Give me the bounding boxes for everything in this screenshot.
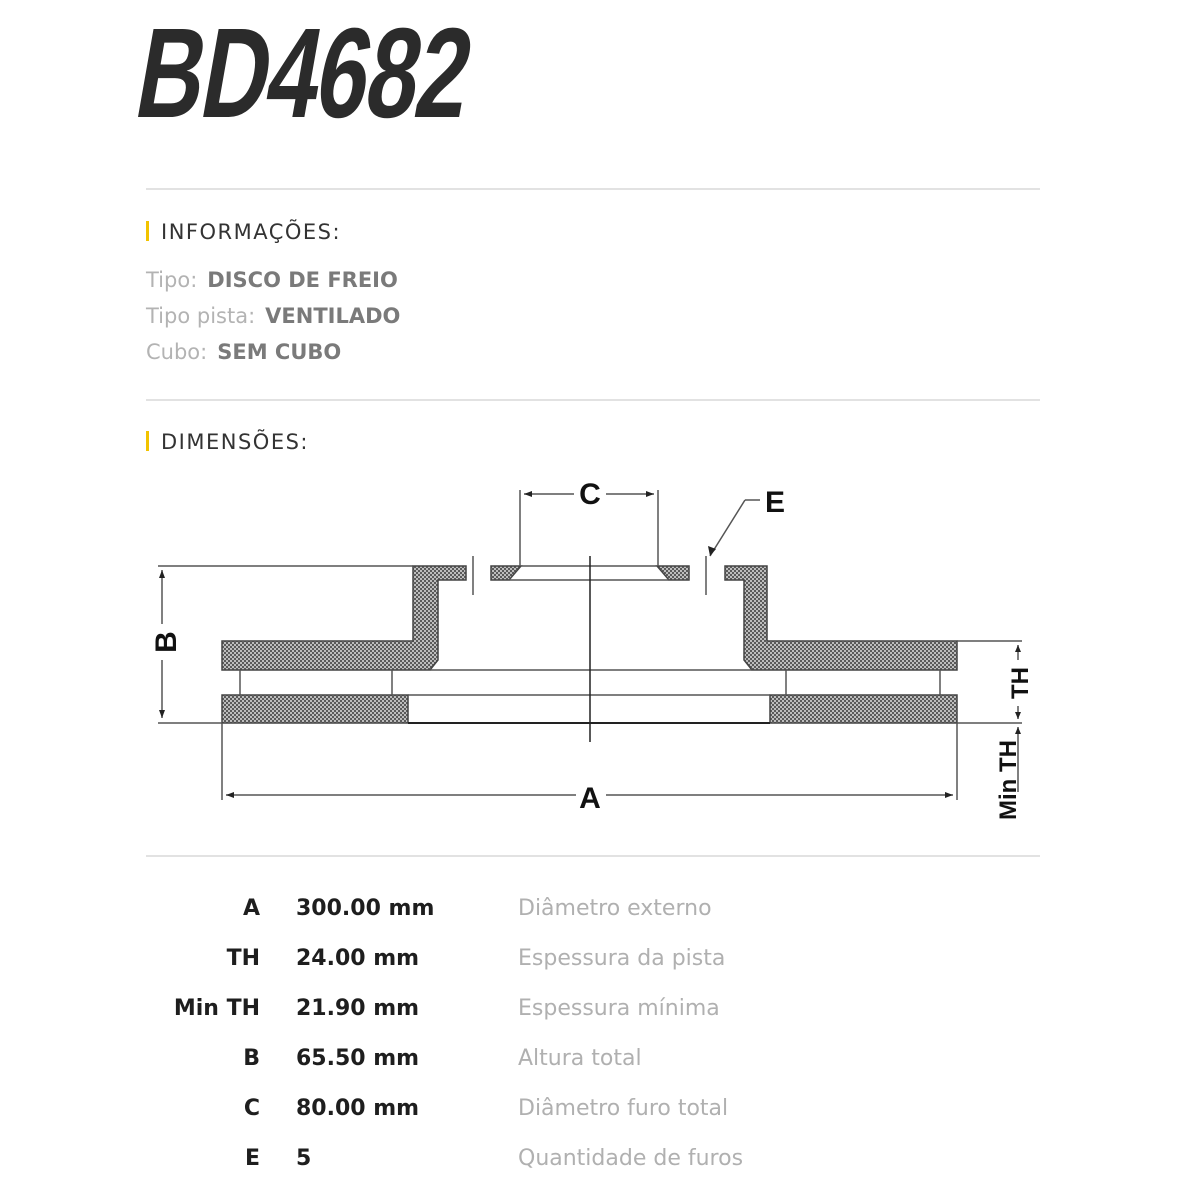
info-label: Tipo: <box>146 268 198 292</box>
spec-description: Diâmetro externo <box>518 896 712 921</box>
spec-description: Altura total <box>518 1046 642 1071</box>
accent-bar <box>146 221 149 241</box>
brake-disc-diagram <box>140 470 1060 850</box>
spec-row-b <box>140 1046 900 1086</box>
info-label: Tipo pista: <box>146 304 256 328</box>
info-value: DISCO DE FREIO <box>207 268 398 292</box>
diagram-label-th: TH <box>1007 667 1034 699</box>
divider-middle <box>146 399 1040 401</box>
spec-row-c <box>140 1096 900 1136</box>
spec-code: A <box>242 896 260 921</box>
spec-value: 21.90 mm <box>296 996 420 1021</box>
info-value: VENTILADO <box>265 304 401 328</box>
product-code-title: BD4682 <box>126 2 482 145</box>
info-value: SEM CUBO <box>217 340 342 364</box>
spec-description: Espessura da pista <box>518 946 726 971</box>
diagram-label-e: E <box>764 486 786 519</box>
diagram-label-b: B <box>150 631 183 653</box>
info-label: Cubo: <box>146 340 208 364</box>
spec-value: 24.00 mm <box>296 946 420 971</box>
spec-description: Diâmetro furo total <box>518 1096 729 1121</box>
spec-row-min-th <box>140 996 900 1036</box>
diagram-label-c: C <box>579 478 601 511</box>
divider-bottom <box>146 855 1040 857</box>
info-row-cubo <box>146 340 341 364</box>
info-row-tipo <box>146 268 398 292</box>
info-row-tipo-pista <box>146 304 400 328</box>
divider-top <box>146 188 1040 190</box>
spec-description: Quantidade de furos <box>518 1146 744 1171</box>
spec-code: B <box>243 1046 260 1071</box>
spec-code: Min TH <box>173 996 260 1021</box>
accent-bar <box>146 431 149 451</box>
dimensions-heading-text: DIMENSÕES: <box>161 430 309 454</box>
spec-description: Espessura mínima <box>518 996 720 1021</box>
spec-row-e <box>140 1146 900 1186</box>
spec-value: 5 <box>296 1146 312 1171</box>
info-heading-text: INFORMAÇÕES: <box>161 220 342 244</box>
spec-code: TH <box>226 946 260 971</box>
dimensions-section-heading <box>146 430 309 454</box>
spec-row-th <box>140 946 900 986</box>
diagram-label-min-th: Min TH <box>995 740 1022 820</box>
spec-code: C <box>243 1096 260 1121</box>
spec-value: 300.00 mm <box>296 896 435 921</box>
diagram-label-a: A <box>579 782 601 815</box>
info-section-heading <box>146 220 341 244</box>
spec-code: E <box>244 1146 260 1171</box>
spec-row-a <box>140 896 900 936</box>
spec-value: 65.50 mm <box>296 1046 420 1071</box>
spec-value: 80.00 mm <box>296 1096 420 1121</box>
